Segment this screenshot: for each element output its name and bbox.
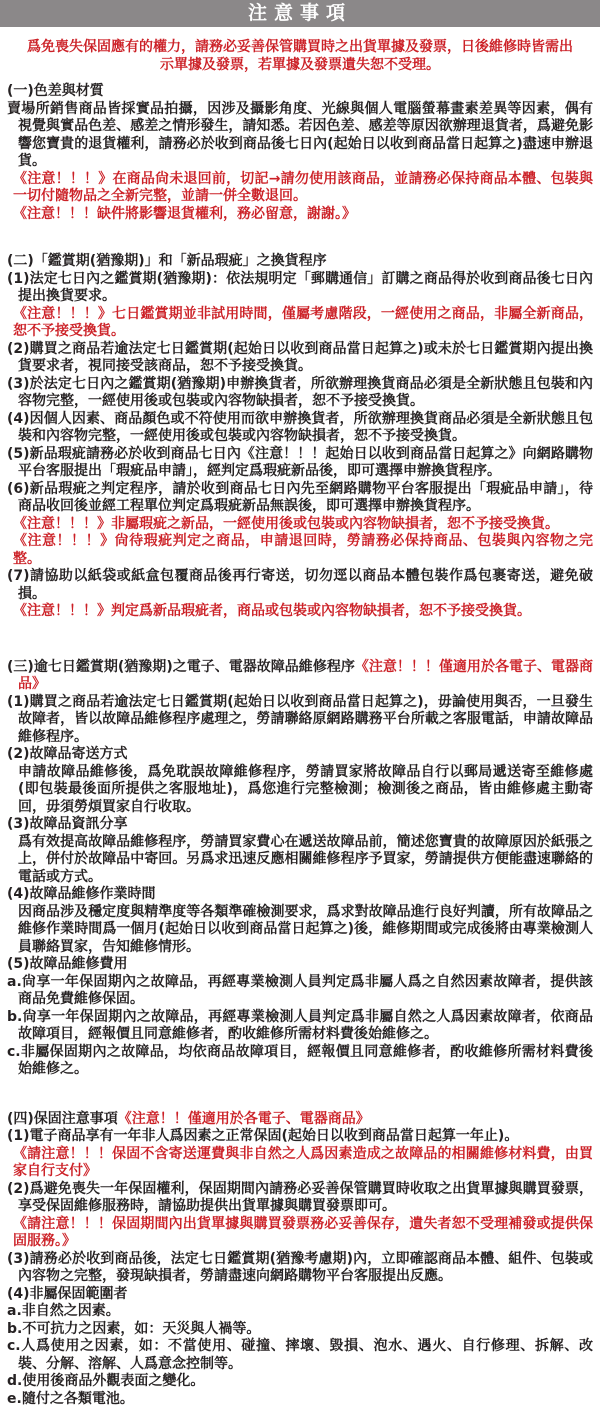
notice-paragraph: [0, 341, 600, 376]
text-segment: 《注意！！！僅適用於各電子、電器商品》: [18, 659, 593, 693]
text-segment: a.非自然之因素。: [7, 1303, 120, 1319]
text-segment: 《請注意！！！保固期間內出貨單據與購買發票務必妥善保存，遺失者恕不受理補發或提供保固服務。》: [13, 1216, 593, 1250]
notice-paragraph: [0, 834, 600, 887]
section-heading: [0, 1111, 600, 1129]
text-segment: (4)非屬保固範圍者: [7, 1286, 128, 1302]
notice-warning: [0, 533, 600, 568]
notice-paragraph: [0, 1373, 600, 1391]
text-segment: (6)新品瑕疵之判定程序，請於收到商品七日內先至網路購物平台客服提出「瑕疵品申請」，待商品收回後並經工程單位判定爲瑕疵新品無誤後，即可選擇申辦換貨程序。: [7, 481, 593, 515]
text-segment: (5)新品瑕疵請務必於收到商品七日內《注意！！！起始日以收到商品當日起算之》向網路購物平台客服提出「瑕疵品申請」，經判定爲瑕疵新品後，即可選擇申辦換貨程序。: [7, 446, 593, 480]
notice-paragraph: [0, 764, 600, 817]
text-segment: 《注意！！僅適用於各電子、電器商品》: [118, 1111, 370, 1127]
text-segment: (7)請協助以紙袋或紙盒包覆商品後再行寄送，切勿逕以商品本體包裝作爲包裹寄送，避免破損。: [7, 568, 593, 602]
notice-sections: [0, 83, 600, 1408]
text-segment: 因商品涉及穩定度與精準度等各類準確檢測要求，爲求對故障品進行良好判讀，所有故障品之維修作業時間爲一個月(起始日以收到商品當日起算之)後，維修期間或完成後將由專業檢測人員聯絡買家，告知維修情形。: [18, 904, 593, 955]
text-segment: (3)於法定七日內之鑑賞期(猶豫期)申辦換貨者，所欲辦理換貨商品必須是全新狀態且包裝和內容物完整，一經使用後或包裝或內容物缺損者，恕不予接受換貨。: [7, 376, 593, 410]
text-segment: (3)請務必於收到商品後，法定七日鑑賞期(猶豫考慮期)內，立即確認商品本體、組件、包裝或內容物之完整，發現缺損者，勞請盡速向網路購物平台客服提出反應。: [7, 1251, 593, 1285]
notice-paragraph: [0, 1251, 600, 1286]
notice-paragraph: [0, 1128, 600, 1146]
notice-section: [0, 1111, 600, 1408]
notice-paragraph: [0, 974, 600, 1009]
section-heading: [0, 253, 600, 271]
text-segment: 《注意！！！缺件將影響退貨權利，務必留意，謝謝。》: [13, 206, 356, 222]
text-segment: (四)保固注意事項: [7, 1111, 118, 1127]
notice-paragraph: [0, 271, 600, 306]
text-segment: (2)故障品寄送方式: [7, 746, 128, 762]
notice-paragraph: [0, 1303, 600, 1321]
text-segment: b.不可抗力之因素，如：天災與人禍等。: [7, 1321, 260, 1337]
notice-paragraph: [0, 1391, 600, 1408]
notice-warning: [0, 1146, 600, 1181]
text-segment: 爲有效提高故障品維修程序，勞請買家費心在遞送故障品前，簡述您寶貴的故障原因於紙張之上，併付於故障品中寄回。另爲求迅速反應相關維修程序予買家，勞請提供方便能盡速聯絡的電話或方式。: [18, 834, 593, 885]
text-segment: c.人爲使用之因素，如：不當使用、碰撞、摔壞、毀損、泡水、遇火、自行修理、拆解、改裝、分解、溶解、人爲意念控制等。: [7, 1338, 593, 1372]
notice-paragraph: [0, 411, 600, 446]
notice-warning: [0, 516, 600, 534]
text-segment: (1)電子商品享有一年非人爲因素之正常保固(起始日以收到商品當日起算一年止)。: [7, 1128, 518, 1144]
notice-paragraph: [0, 816, 600, 834]
text-segment: 申請故障品維修後，爲免耽誤故障維修程序，勞請買家將故障品自行以郵局遞送寄至維修處(即包裝最後面所提供之客服地址)，爲您進行完整檢測；檢測後之商品，皆由維修處主動寄回，毋須勞煩買家自行收取。: [18, 764, 593, 815]
notice-paragraph: [0, 101, 600, 171]
page-title: 注意事項: [248, 2, 352, 24]
text-segment: (二)「鑑賞期(猶豫期)」和「新品瑕疵」之換貨程序: [7, 253, 327, 269]
text-segment: d.使用後商品外觀表面之變化。: [7, 1373, 204, 1389]
notice-warning: [0, 171, 600, 206]
notice-warning: [0, 1216, 600, 1251]
text-segment: 《注意！！！》在商品尙未退回前，切記→請勿使用該商品，並請務必保持商品本體、包裝與一切付隨物品之全新完整，並請一併全數退回。: [13, 171, 593, 205]
text-segment: (4)故障品維修作業時間: [7, 886, 156, 902]
text-segment: 《注意！！！》尙待瑕疵判定之商品，申請退回時，勞請務必保持商品、包裝與內容物之完整。: [13, 533, 593, 567]
text-segment: (1)法定七日內之鑑賞期(猶豫期)：依法規明定「郵購通信」訂購之商品得於收到商品後七日內提出換貨要求。: [7, 271, 593, 305]
notice-paragraph: [0, 1286, 600, 1304]
text-segment: (3)故障品資訊分享: [7, 816, 128, 832]
notice-paragraph: [0, 376, 600, 411]
notice-paragraph: [0, 956, 600, 974]
notice-section: [0, 253, 600, 621]
text-segment: 賣場所銷售商品皆採實品拍攝，因涉及攝影角度、光線與個人電腦螢幕畫素差異等因素，偶有視覺與實品色差、感差之情形發生，請知悉。若因色差、感差等原因欲辦理退貨者，爲避免影響您寶貴的退貨權利，請務必於收到商品後七日內(起始日以收到商品當日起算之)盡速申辦退貨。: [7, 101, 593, 170]
notice-paragraph: [0, 886, 600, 904]
title-bar: [0, 0, 600, 27]
text-segment: 《注意！！！》非屬瑕疵之新品，一經使用後或包裝或內容物缺損者，恕不予接受換貨。: [13, 516, 559, 532]
notice-paragraph: [0, 746, 600, 764]
notice-warning: [0, 206, 600, 224]
text-segment: e.隨付之各類電池。: [7, 1391, 134, 1407]
text-segment: (4)因個人因素、商品顏色或不符使用而欲申辦換貨者，所欲辦理換貨商品必須是全新狀態且包裝和內容物完整，一經使用後或包裝或內容物缺損者，恕不予接受換貨。: [7, 411, 593, 445]
notice-paragraph: [0, 1338, 600, 1373]
text-segment: (一)色差與材質: [7, 83, 104, 99]
text-segment: 《請注意！！！保固不含寄送運費與非自然之人爲因素造成之故障品的相關維修材料費，由買家自行支付》: [13, 1146, 593, 1180]
notice-section: [0, 659, 600, 1079]
notice-section: [0, 83, 600, 223]
notice-paragraph: [0, 446, 600, 481]
text-segment: c.非屬保固期內之故障品，均依商品故障項目，經報價且同意維修者，酌收維修所需材料費後始維修之。: [7, 1044, 593, 1078]
notice-paragraph: [0, 568, 600, 603]
section-heading: [0, 659, 600, 694]
text-segment: (1)購買之商品若逾法定七日鑑賞期(起始日以收到商品當日起算之)，毋論使用與否，一旦發生故障者，皆以故障品維修程序處理之，勞請聯絡原網路購務平台所載之客服電話，申請故障品維修程序。: [7, 694, 593, 745]
notice-paragraph: [0, 1044, 600, 1079]
intro-warning: 爲免喪失保固應有的權力，請務必妥善保管購買時之出貨單據及發票，日後維修時皆需出示單據及發票，若單據及發票遺失恕不受理。: [24, 39, 576, 74]
text-segment: (5)故障品維修費用: [7, 956, 128, 972]
notice-paragraph: [0, 481, 600, 516]
text-segment: 《注意！！！》七日鑑賞期並非試用時間，僅屬考慮階段，一經使用之商品，非屬全新商品，恕不予接受換貨。: [13, 306, 593, 340]
notice-paragraph: [0, 1321, 600, 1339]
notice-warning: [0, 306, 600, 341]
notice-paragraph: [0, 694, 600, 747]
text-segment: (2)爲避免喪失一年保固權利，保固期間內請務必妥善保管購買時收取之出貨單據與購買發票，享受保固維修服務時，請協助提供出貨單據與購買發票即可。: [7, 1181, 593, 1215]
notice-paragraph: [0, 1009, 600, 1044]
text-segment: 《注意！！！》判定爲新品瑕疵者，商品或包裝或內容物缺損者，恕不予接受換貨。: [13, 603, 531, 619]
text-segment: (三)逾七日鑑賞期(猶豫期)之電子、電器故障品維修程序: [7, 659, 355, 675]
text-segment: a.尙享一年保固期內之故障品，再經專業檢測人員判定爲非屬人爲之自然因素故障者，提供該商品免費維修保固。: [7, 974, 593, 1008]
text-segment: b.尙享一年保固期內之故障品，再經專業檢測人員判定爲非屬自然之人爲因素故障者，依商品故障項目，經報價且同意維修者，酌收維修所需材料費後始維修之。: [7, 1009, 593, 1043]
notice-paragraph: [0, 1181, 600, 1216]
text-segment: (2)購買之商品若逾法定七日鑑賞期(起始日以收到商品當日起算之)或未於七日鑑賞期內提出換貨要求者，視同接受該商品，恕不予接受換貨。: [7, 341, 593, 375]
notice-warning: [0, 603, 600, 621]
notice-paragraph: [0, 904, 600, 957]
section-heading: [0, 83, 600, 101]
